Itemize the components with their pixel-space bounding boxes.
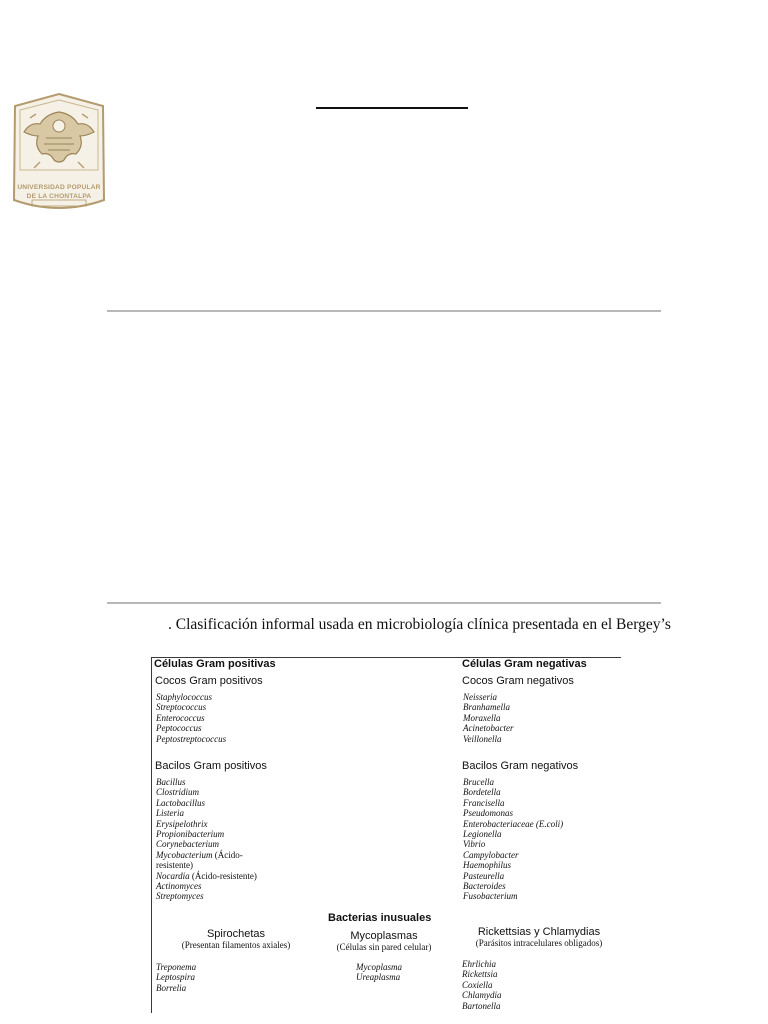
figure-caption: . Clasificación informal usada en microbiología clínica presentada en el Bergey’s	[168, 616, 671, 633]
gram-negative-bacilli-list	[463, 777, 563, 902]
bacteria-classification-table	[151, 656, 621, 1016]
list-item: Vibrio	[463, 839, 486, 850]
list-item: Propionibacterium	[156, 829, 225, 840]
list-item: Fusobacterium	[463, 891, 518, 902]
spirochetes-group	[161, 928, 311, 950]
unusual-bacteria-header: Bacterias inusuales	[328, 912, 432, 924]
list-item: Pasteurella	[463, 870, 505, 881]
list-item: Chlamydia	[462, 990, 502, 1001]
genus-name: Mycobacterium	[156, 849, 213, 860]
list-item: Mycoplasma	[356, 962, 402, 972]
spirochetes-title: Spirochetas	[206, 928, 266, 940]
list-item: Acinetobacter	[463, 723, 514, 734]
genus-note: (Ácido-resistente)	[189, 870, 257, 881]
list-item: Legionella	[463, 829, 502, 840]
list-item: Actinomyces	[156, 881, 202, 892]
spirochetes-note: (Presentan filamentos axiales)	[181, 940, 291, 950]
rickettsias-list	[462, 959, 502, 1011]
gram-positive-header: Células Gram positivas	[154, 658, 276, 670]
list-item: Leptospira	[156, 972, 196, 983]
list-item: Lactobacillus	[156, 797, 205, 808]
list-item: Ureaplasma	[356, 972, 401, 983]
list-item: Brucella	[463, 777, 494, 787]
gram-negative-bacilli-title: Bacilos Gram negativos	[462, 760, 579, 772]
title-underline	[316, 107, 468, 109]
list-item: Peptostreptococcus	[156, 733, 227, 744]
list-item: Bacillus	[156, 777, 186, 787]
list-item: Staphylococcus	[156, 692, 212, 702]
rickettsias-title: Rickettsias y Chlamydias	[477, 926, 601, 938]
horizontal-rule-top	[107, 310, 661, 312]
mycoplasmas-group	[319, 930, 449, 952]
list-item: Corynebacterium	[156, 839, 219, 850]
gram-negative-header: Células Gram negativas	[462, 658, 587, 670]
university-logo	[10, 92, 108, 218]
mycoplasmas-list	[356, 962, 402, 983]
genus-note: (Ácido-	[212, 849, 243, 860]
list-item: Haemophilus	[463, 860, 511, 871]
genus-name: Nocardia	[156, 870, 190, 881]
spirochetes-list	[156, 962, 196, 993]
list-item: Coxiella	[462, 979, 493, 990]
list-item	[156, 850, 257, 860]
list-item: Peptococcus	[156, 723, 202, 734]
logo-text-line2: DE LA CHONTALPA	[26, 193, 92, 200]
list-item: Borrelia	[156, 982, 187, 993]
gram-negative-cocci-list	[463, 692, 513, 744]
mycoplasmas-title: Mycoplasmas	[350, 930, 418, 942]
list-item: Listeria	[156, 808, 185, 819]
list-item: Campylobacter	[463, 849, 519, 860]
list-item: Neisseria	[463, 692, 498, 702]
list-item	[463, 819, 563, 829]
list-item: Rickettsia	[462, 969, 498, 980]
list-item: Streptococcus	[156, 702, 207, 713]
list-item-continuation: resistente)	[156, 860, 193, 871]
gram-positive-bacilli-list	[156, 777, 257, 902]
list-item: Clostridium	[156, 787, 200, 798]
gram-negative-cocci-title: Cocos Gram negativos	[462, 675, 574, 687]
list-item: Treponema	[156, 962, 197, 972]
list-item: Bacteroides	[463, 881, 506, 892]
list-item	[156, 871, 257, 881]
list-item: Ehrlichia	[462, 959, 496, 969]
list-item: Streptomyces	[156, 891, 204, 902]
rickettsias-note: (Parásitos intracelulares obligados)	[475, 938, 603, 948]
list-item: Erysipelothrix	[156, 818, 208, 829]
list-item: Enterococcus	[156, 712, 205, 723]
gram-positive-cocci-title: Cocos Gram positivos	[155, 675, 263, 687]
list-item: Moraxella	[463, 712, 501, 723]
list-item: Branhamella	[463, 702, 510, 713]
list-item: Bartonella	[462, 1000, 501, 1011]
logo-text-line1: UNIVERSIDAD POPULAR	[17, 184, 101, 191]
horizontal-rule-bottom	[107, 602, 661, 604]
family-note: (E.coli)	[533, 818, 564, 829]
rickettsias-group	[457, 926, 621, 948]
list-item: Veillonella	[463, 733, 502, 744]
mycoplasmas-note: (Células sin pared celular)	[336, 942, 432, 952]
list-item: Pseudomonas	[463, 808, 513, 819]
gram-positive-cocci-list	[156, 692, 226, 744]
gram-positive-bacilli-title: Bacilos Gram positivos	[155, 760, 267, 772]
family-name: Enterobacteriaceae	[463, 818, 534, 829]
list-item: Francisella	[463, 797, 505, 808]
list-item: Bordetella	[463, 787, 501, 798]
